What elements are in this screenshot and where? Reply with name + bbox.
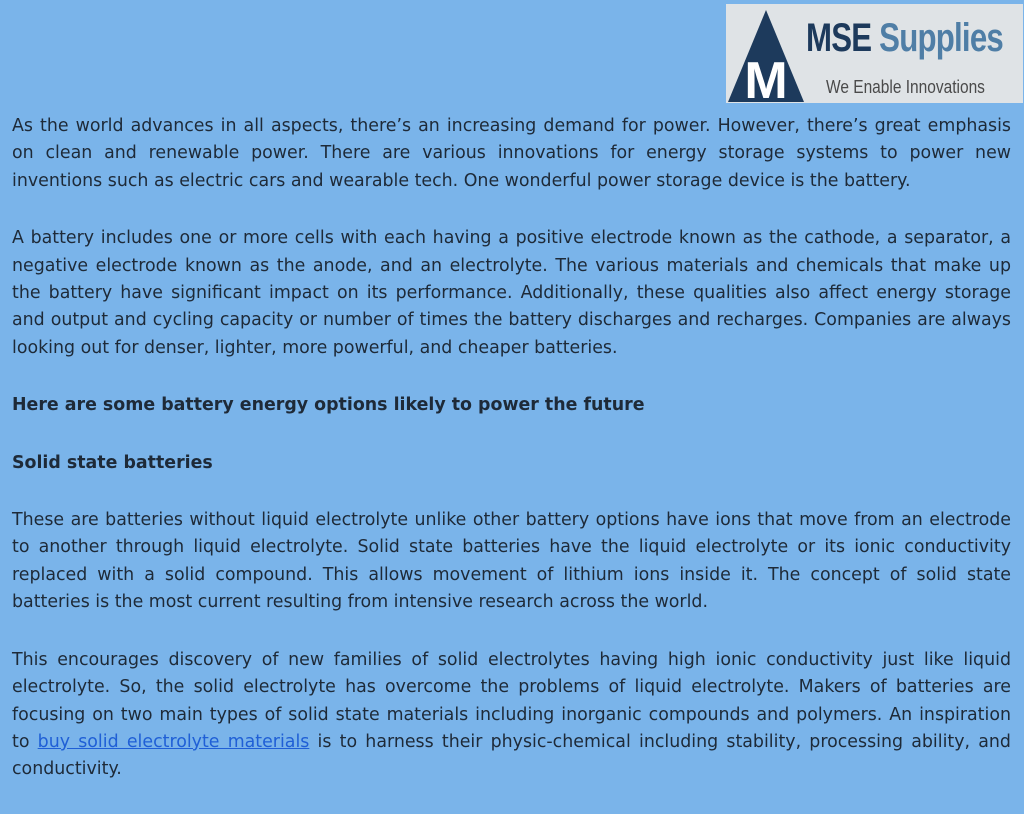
paragraph-text-end: is to harness their physic-chemical including stability, processing ability, and conductivity. [12, 731, 1011, 780]
intro-paragraph: As the world advances in all aspects, there’s an increasing demand for power. However, there’s great emphasis on clean and renewable power. There are various innovations for energy storage systems to power new inventions such as electric cars and wearable tech. One wonderful power storage device is the battery. [12, 116, 1011, 191]
logo-brand-name [806, 18, 1003, 58]
logo-brand-supplies: Supplies [879, 16, 1003, 60]
battery-definition-paragraph: A battery includes one or more cells with each having a positive electrode known as the cathode, a separator, a negative electrode known as the anode, and an electrolyte. The various materials and chemicals that make up the battery have significant impact on its performance. Additionally, these qualities also affect energy storage and output and cycling capacity or number of times the battery discharges and recharges. Companies are always looking out for denser, lighter, more powerful, and cheaper batteries. [12, 228, 1011, 358]
article-body [12, 113, 1011, 814]
logo-tagline: We Enable Innovations [826, 77, 985, 97]
subsection-heading: Solid state batteries [12, 452, 213, 473]
logo-letter: M [744, 52, 788, 103]
buy-solid-electrolyte-link[interactable]: buy solid electrolyte materials [37, 731, 310, 752]
paragraph-text-start: This encourages discovery of new families of solid electrolytes having high ionic conductivity just like liquid electrolyte. So, the solid electrolyte has overcome the problems of liquid electrolyte. Makers of batteries are focusing on two main types of solid state materials including inorganic compounds and polymers. An inspiration to [12, 649, 1011, 752]
company-logo [726, 4, 1023, 103]
solid-electrolyte-paragraph [12, 647, 1011, 784]
logo-triangle-icon [726, 4, 806, 103]
logo-brand-mse: MSE [806, 16, 872, 60]
section-heading: Here are some battery energy options likely to power the future [12, 395, 645, 416]
solid-state-paragraph: These are batteries without liquid electrolyte unlike other battery options have ions that move from an electrode to another through liquid electrolyte. Solid state batteries have the liquid electrolyte or its ionic conductivity replaced with a solid compound. This allows movement of lithium ions inside it. The concept of solid state batteries is the most current resulting from intensive research across the world. [12, 510, 1011, 613]
